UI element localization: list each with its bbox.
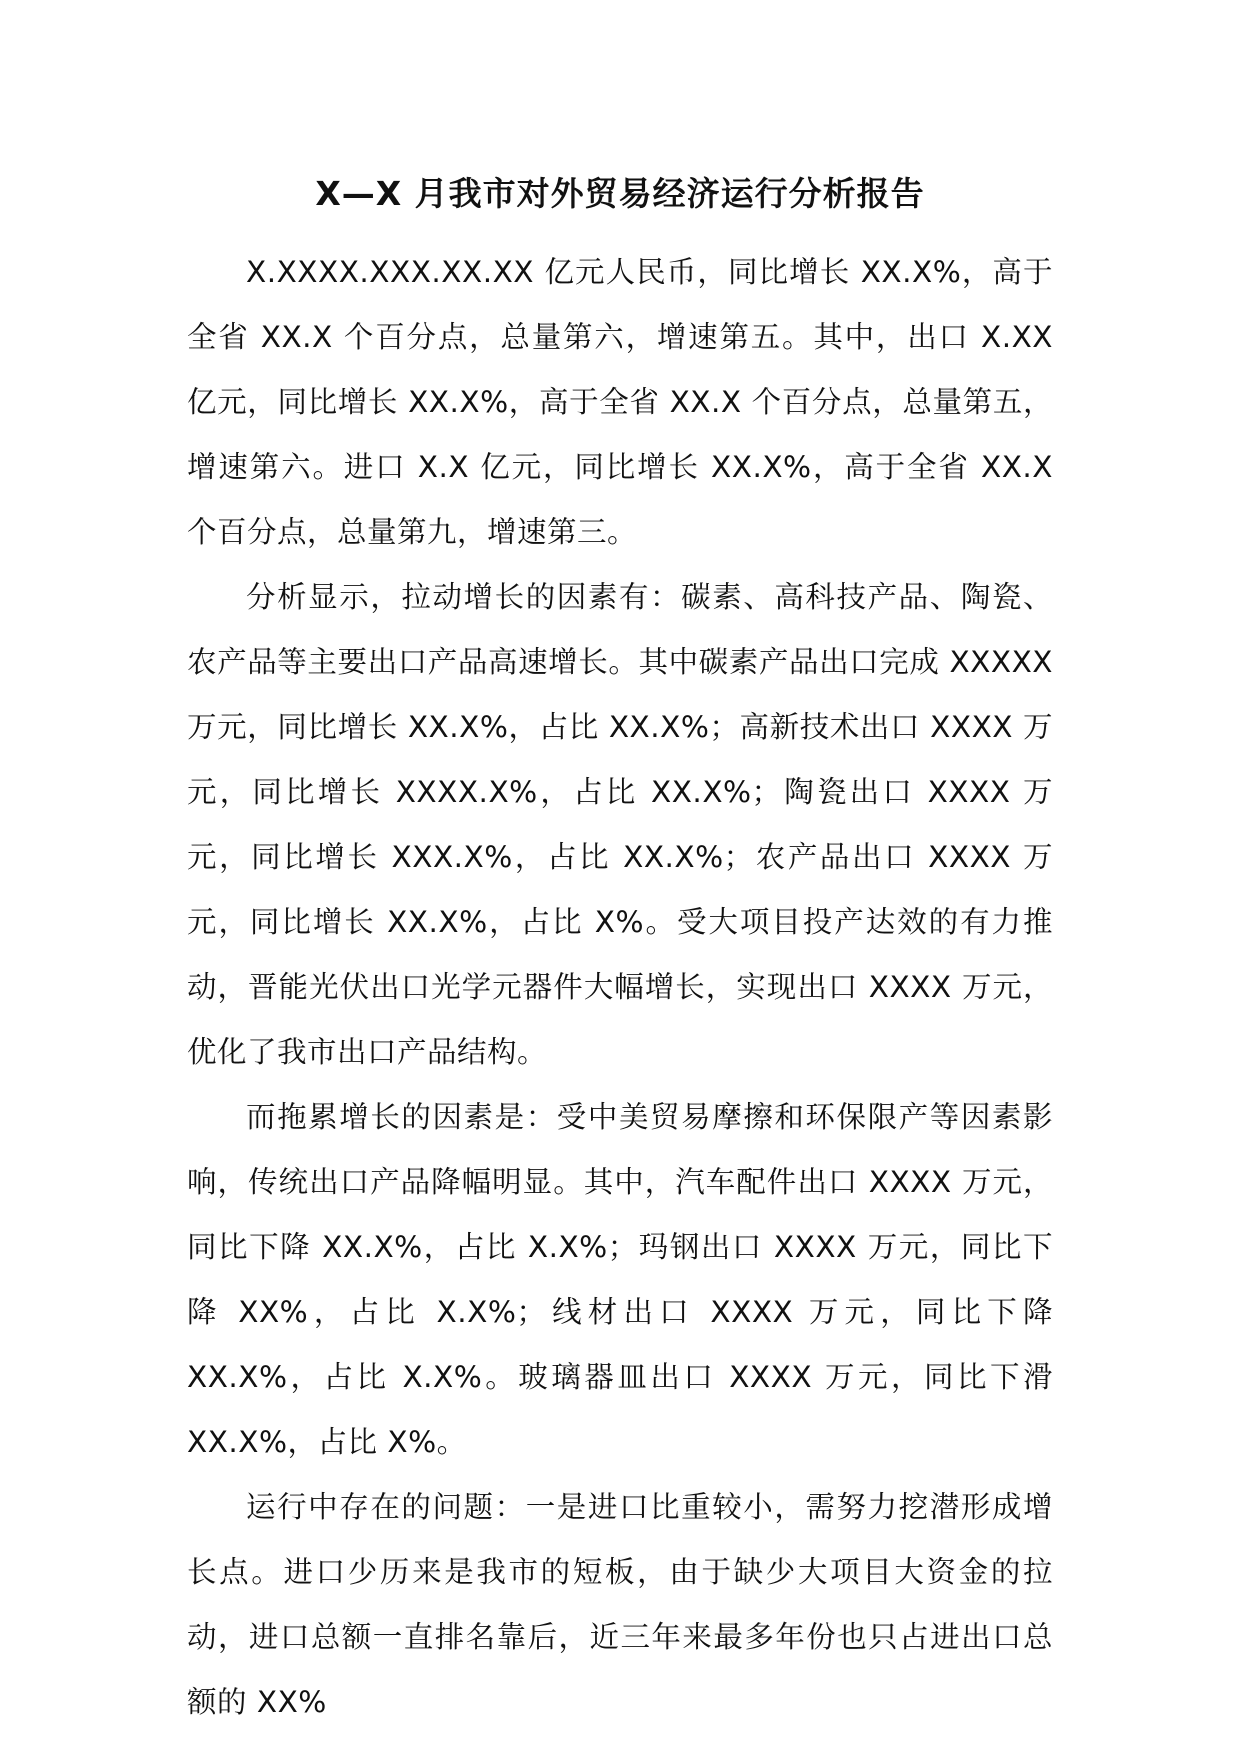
paragraph-overview: X.XXXX.XXX.XX.XX 亿元人民币，同比增长 XX.X%，高于全省 XX.X 个百分点，总量第六，增速第五。其中，出口 X.XX 亿元，同比增长 XX.X%，高于全省 XX.X 个百分点，总量第五，增速第六。进口 X.X 亿元，同比增长 XX.X%，高于全省 XX.X 个百分点，总量第九，增速第三。 bbox=[187, 255, 1053, 549]
paragraph-problems: 运行中存在的问题：一是进口比重较小，需努力挖潜形成增长点。进口少历来是我市的短板，由于缺少大项目大资金的拉动，进口总额一直排名靠后，近三年来最多年份也只占进出口总额的 XX% bbox=[187, 1490, 1053, 1719]
paragraph-drag-factors: 而拖累增长的因素是：受中美贸易摩擦和环保限产等因素影响，传统出口产品降幅明显。其中，汽车配件出口 XXXX 万元，同比下降 XX.X%，占比 X.X%；玛钢出口 XXXX 万元，同比下降 XX%，占比 X.X%；线材出口 XXXX 万元，同比下降 XX.X%，占比 X.X%。玻璃器皿出口 XXXX 万元，同比下滑 XX.X%，占比 X%。 bbox=[187, 1100, 1053, 1459]
document-title: X—X 月我市对外贸易经济运行分析报告 bbox=[315, 174, 925, 213]
document-body bbox=[187, 240, 1053, 1735]
paragraph-growth-factors: 分析显示，拉动增长的因素有：碳素、高科技产品、陶瓷、农产品等主要出口产品高速增长。其中碳素产品出口完成 XXXXX 万元，同比增长 XX.X%，占比 XX.X%；高新技术出口 XXXX 万元，同比增长 XXXX.X%，占比 XX.X%；陶瓷出口 XXXX 万元，同比增长 XXX.X%，占比 XX.X%；农产品出口 XXXX 万元，同比增长 XX.X%，占比 X%。受大项目投产达效的有力推动，晋能光伏出口光学元器件大幅增长，实现出口 XXXX 万元，优化了我市出口产品结构。 bbox=[187, 580, 1053, 1069]
